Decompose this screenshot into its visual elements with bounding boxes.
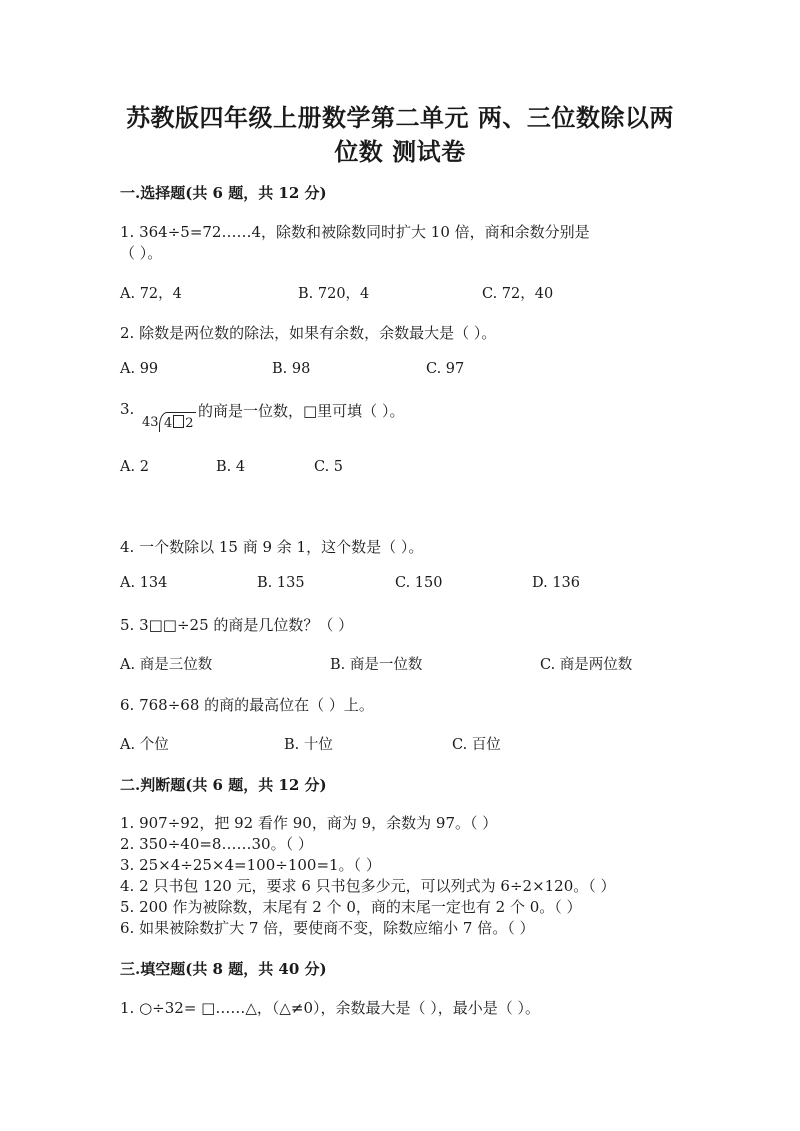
question-6-option-b[interactable]: B. 十位: [284, 737, 333, 753]
question-6-text: 6. 768÷68 的商的最高位在（ ）上。: [120, 696, 374, 714]
question-4-option-a[interactable]: A. 134: [120, 575, 168, 591]
question-6-option-a[interactable]: A. 个位: [120, 737, 169, 753]
judge-item-3: 3. 25×4÷25×4=100÷100=1。（ ）: [120, 856, 381, 874]
question-5-option-a[interactable]: A. 商是三位数: [120, 657, 213, 673]
judge-item-5: 5. 200 作为被除数，末尾有 2 个 0，商的末尾一定也有 2 个 0。（ ）: [120, 898, 582, 916]
question-3-option-b[interactable]: B. 4: [216, 459, 246, 475]
judge-item-6: 6. 如果被除数扩大 7 倍，要使商不变，除数应缩小 7 倍。（ ）: [120, 919, 535, 937]
question-3-number: 3.: [120, 400, 135, 418]
question-2-text: 2. 除数是两位数的除法，如果有余数，余数最大是（ ）。: [120, 324, 497, 342]
judge-item-4: 4. 2 只书包 120 元，要求 6 只书包多少元，可以列式为 6÷2×120。（ ）: [120, 877, 616, 895]
question-4-option-c[interactable]: C. 150: [395, 575, 443, 591]
fill-question-1: 1. ○÷32= □……△，（△≠0），余数最大是（ ），最小是（ ）。: [120, 999, 541, 1017]
question-1-option-c[interactable]: C. 72，40: [482, 286, 554, 302]
question-5-option-b[interactable]: B. 商是一位数: [330, 657, 423, 673]
long-division-figure: [142, 413, 198, 433]
question-2-option-a[interactable]: A. 99: [120, 361, 159, 377]
page-title-line-1: 苏教版四年级上册数学第二单元 两、三位数除以两: [126, 103, 674, 132]
question-2-option-b[interactable]: B. 98: [272, 361, 311, 377]
division-dividend: [164, 415, 194, 431]
section-heading-choice: 一.选择题(共 6 题，共 12 分): [120, 184, 327, 202]
section-heading-fill: 三.填空题(共 8 题，共 40 分): [120, 960, 327, 978]
page-title-line-2: 位数 测试卷: [334, 137, 466, 166]
question-5-text: 5. 3□□÷25 的商是几位数？（ ）: [120, 616, 354, 634]
blank-box-icon: [173, 415, 184, 428]
question-1-text: 1. 364÷5=72……4，除数和被除数同时扩大 10 倍，商和余数分别是: [120, 223, 590, 241]
question-3-text: 的商是一位数，□里可填（ ）。: [198, 402, 405, 420]
judge-item-1: 1. 907÷92，把 92 看作 90，商为 9，余数为 97。（ ）: [120, 814, 498, 832]
question-4-option-d[interactable]: D. 136: [532, 575, 581, 591]
question-3-option-c[interactable]: C. 5: [314, 459, 344, 475]
question-1-blank: （ ）。: [120, 244, 163, 262]
question-1-option-a[interactable]: A. 72，4: [120, 286, 182, 302]
question-3-option-a[interactable]: A. 2: [120, 459, 149, 475]
judge-item-2: 2. 350÷40=8……30。（ ）: [120, 835, 313, 853]
section-heading-judge: 二.判断题(共 6 题，共 12 分): [120, 776, 327, 794]
question-2-option-c[interactable]: C. 97: [426, 361, 465, 377]
question-5-option-c[interactable]: C. 商是两位数: [540, 657, 633, 673]
question-4-option-b[interactable]: B. 135: [257, 575, 305, 591]
question-4-text: 4. 一个数除以 15 商 9 余 1，这个数是（ ）。: [120, 538, 424, 556]
dividend-digit-left: 4: [164, 416, 173, 431]
question-6-option-c[interactable]: C. 百位: [452, 737, 501, 753]
question-1-option-b[interactable]: B. 720，4: [298, 286, 370, 302]
division-divisor: 43: [142, 415, 159, 430]
dividend-digit-right: 2: [185, 416, 194, 431]
